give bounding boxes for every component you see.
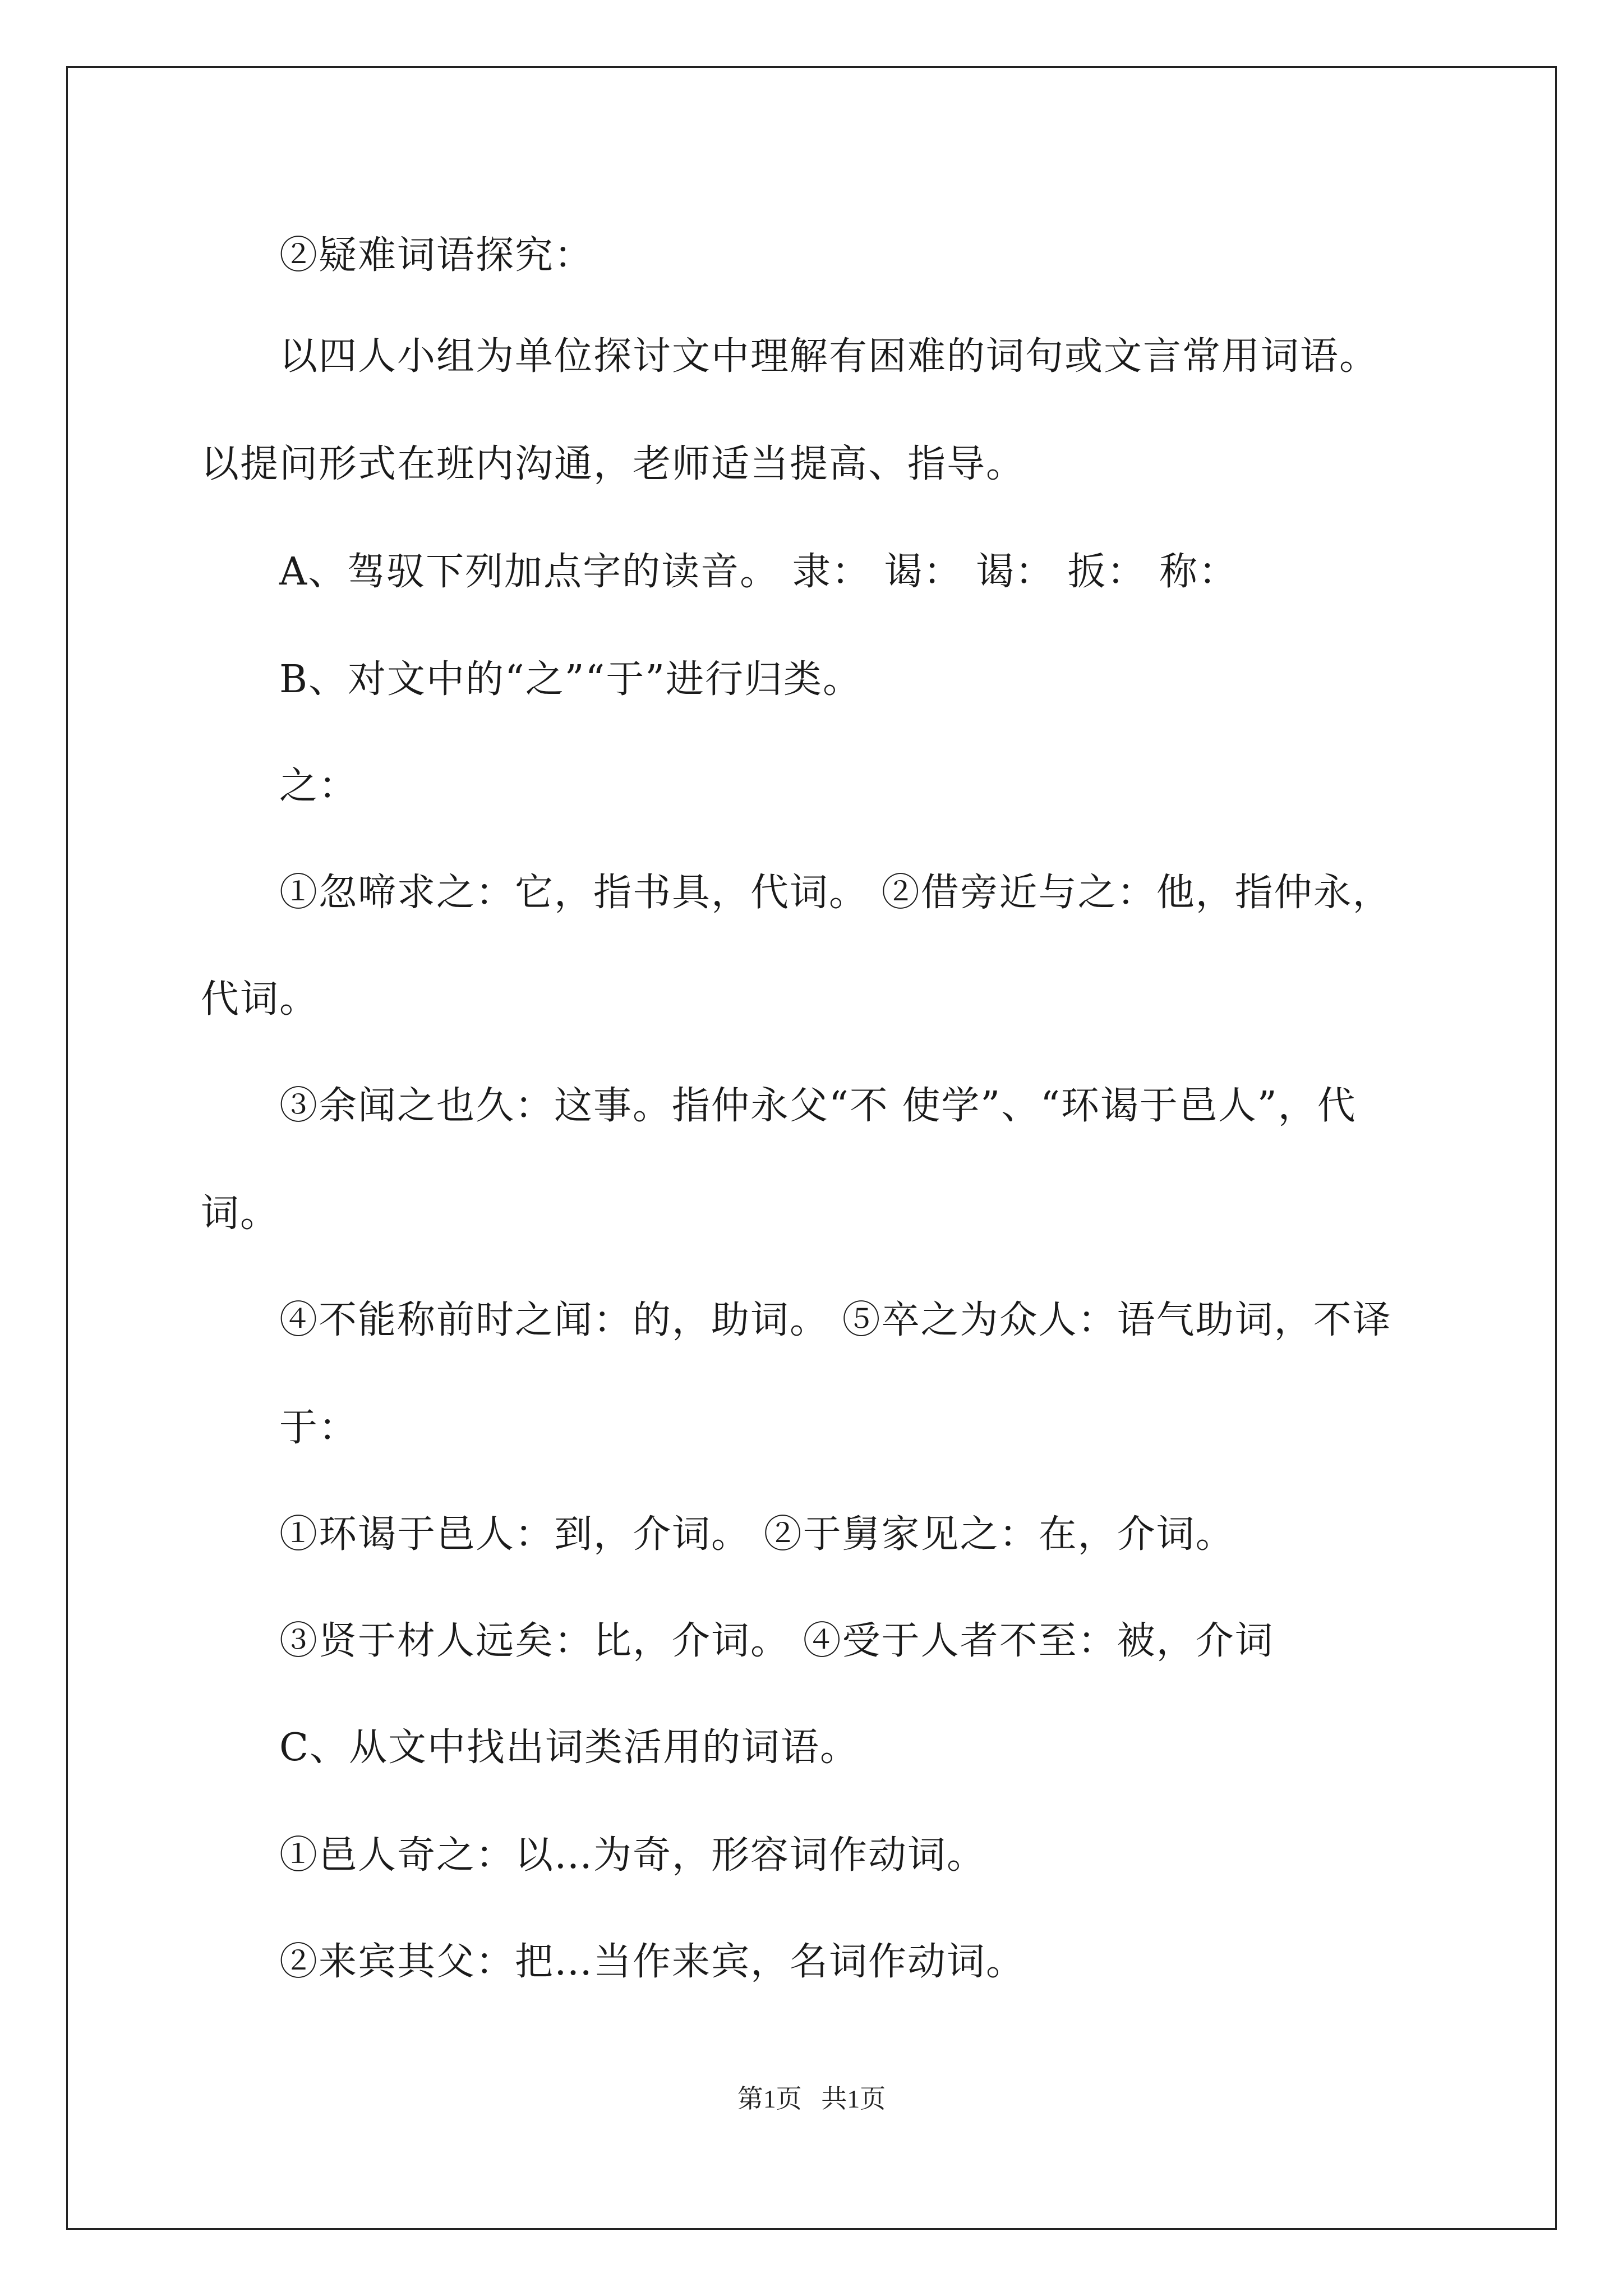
text-line: ③贤于材人远矣：比，介词。 ④受于人者不至：被，介词 — [279, 1619, 1274, 1663]
text-line: ④不能称前时之闻：的，助词。 ⑤卒之为众人：语气助词，不译 — [279, 1298, 1392, 1342]
page-border — [66, 66, 1557, 2230]
text-line: 代词。 — [201, 977, 319, 1022]
text-line: 以四人小组为单位探讨文中理解有困难的词句或文言常用词语。 — [279, 334, 1379, 379]
text-line: ③余闻之也久：这事。指仲永父“不 使学”、“环谒于邑人”，代 — [279, 1084, 1357, 1128]
text-line: ①环谒于邑人：到，介词。 ②于舅家见之：在，介词。 — [279, 1512, 1235, 1557]
text-line: 以提问形式在班内沟通，老师适当提高、指导。 — [201, 442, 1026, 486]
text-line: ②来宾其父：把…当作来宾，名词作动词。 — [279, 1940, 1026, 1984]
text-line: 之： — [279, 764, 358, 808]
text-line: ①邑人奇之：以…为奇，形容词作动词。 — [279, 1833, 986, 1878]
text-line: ②疑难词语探究： — [279, 233, 594, 278]
text-line: A、驾驭下列加点字的读音。 隶： 谒： 谒： 扳： 称： — [279, 550, 1238, 594]
text-line: B、对文中的“之”“于”进行归类。 — [279, 657, 863, 702]
text-line: 于： — [279, 1406, 358, 1450]
page-number-footer: 第1页 共1页 — [737, 2085, 886, 2113]
text-line: ①忽啼求之：它，指书具，代词。 ②借旁近与之：他，指仲永， — [279, 871, 1392, 915]
text-line: C、从文中找出词类活用的词语。 — [279, 1726, 860, 1770]
text-line: 词。 — [201, 1191, 280, 1236]
